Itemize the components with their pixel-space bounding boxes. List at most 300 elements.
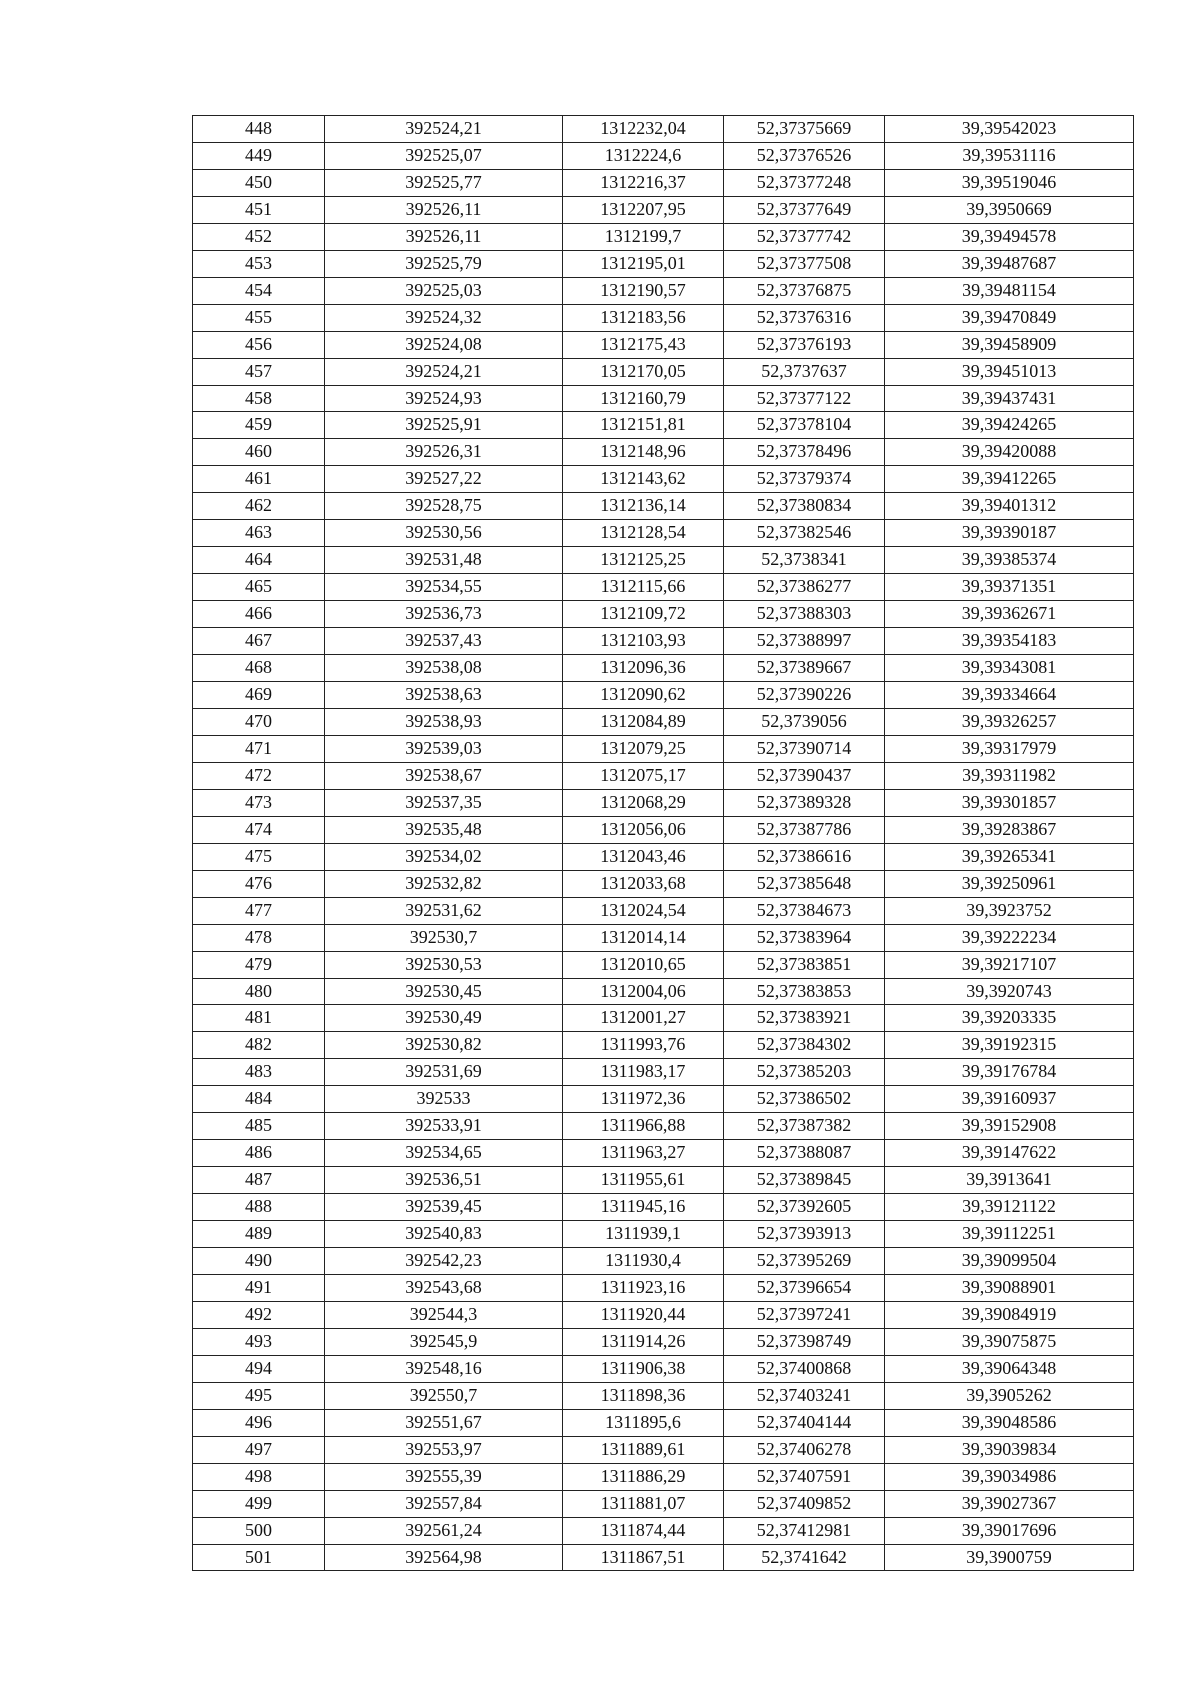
table-row <box>193 493 1134 520</box>
x-coordinate-cell: 392540,83 <box>325 1221 563 1248</box>
point-number-cell: 466 <box>193 601 325 628</box>
table-row <box>193 1167 1134 1194</box>
longitude-cell: 39,39176784 <box>885 1059 1134 1086</box>
x-coordinate-cell: 392536,51 <box>325 1167 563 1194</box>
point-number-cell: 473 <box>193 789 325 816</box>
latitude-cell: 52,37386616 <box>724 843 885 870</box>
y-coordinate-cell: 1312010,65 <box>563 951 724 978</box>
x-coordinate-cell: 392525,07 <box>325 142 563 169</box>
y-coordinate-cell: 1312056,06 <box>563 816 724 843</box>
point-number-cell: 464 <box>193 547 325 574</box>
y-coordinate-cell: 1311886,29 <box>563 1463 724 1490</box>
longitude-cell: 39,39354183 <box>885 628 1134 655</box>
latitude-cell: 52,37395269 <box>724 1248 885 1275</box>
x-coordinate-cell: 392553,97 <box>325 1436 563 1463</box>
table-row <box>193 951 1134 978</box>
longitude-cell: 39,39343081 <box>885 655 1134 682</box>
point-number-cell: 497 <box>193 1436 325 1463</box>
y-coordinate-cell: 1312125,25 <box>563 547 724 574</box>
point-number-cell: 470 <box>193 708 325 735</box>
longitude-cell: 39,39075875 <box>885 1328 1134 1355</box>
y-coordinate-cell: 1311867,51 <box>563 1544 724 1571</box>
latitude-cell: 52,37393913 <box>724 1221 885 1248</box>
y-coordinate-cell: 1312024,54 <box>563 897 724 924</box>
x-coordinate-cell: 392530,82 <box>325 1032 563 1059</box>
table-row <box>193 1517 1134 1544</box>
x-coordinate-cell: 392525,79 <box>325 250 563 277</box>
y-coordinate-cell: 1312115,66 <box>563 574 724 601</box>
table-row <box>193 277 1134 304</box>
point-number-cell: 485 <box>193 1113 325 1140</box>
point-number-cell: 451 <box>193 196 325 223</box>
x-coordinate-cell: 392537,43 <box>325 628 563 655</box>
longitude-cell: 39,39217107 <box>885 951 1134 978</box>
longitude-cell: 39,39326257 <box>885 708 1134 735</box>
x-coordinate-cell: 392536,73 <box>325 601 563 628</box>
latitude-cell: 52,37378496 <box>724 439 885 466</box>
latitude-cell: 52,37390437 <box>724 762 885 789</box>
y-coordinate-cell: 1311895,6 <box>563 1409 724 1436</box>
y-coordinate-cell: 1312195,01 <box>563 250 724 277</box>
latitude-cell: 52,3741642 <box>724 1544 885 1571</box>
latitude-cell: 52,37404144 <box>724 1409 885 1436</box>
table-row <box>193 870 1134 897</box>
latitude-cell: 52,37397241 <box>724 1301 885 1328</box>
table-row <box>193 1086 1134 1113</box>
y-coordinate-cell: 1311923,16 <box>563 1274 724 1301</box>
x-coordinate-cell: 392538,93 <box>325 708 563 735</box>
y-coordinate-cell: 1312004,06 <box>563 978 724 1005</box>
longitude-cell: 39,39362671 <box>885 601 1134 628</box>
x-coordinate-cell: 392550,7 <box>325 1382 563 1409</box>
y-coordinate-cell: 1312109,72 <box>563 601 724 628</box>
latitude-cell: 52,37386277 <box>724 574 885 601</box>
x-coordinate-cell: 392526,11 <box>325 223 563 250</box>
y-coordinate-cell: 1312207,95 <box>563 196 724 223</box>
table-row <box>193 196 1134 223</box>
point-number-cell: 452 <box>193 223 325 250</box>
table-row <box>193 628 1134 655</box>
longitude-cell: 39,39487687 <box>885 250 1134 277</box>
point-number-cell: 454 <box>193 277 325 304</box>
point-number-cell: 490 <box>193 1248 325 1275</box>
x-coordinate-cell: 392533 <box>325 1086 563 1113</box>
x-coordinate-cell: 392530,45 <box>325 978 563 1005</box>
y-coordinate-cell: 1311920,44 <box>563 1301 724 1328</box>
table-row <box>193 304 1134 331</box>
y-coordinate-cell: 1312096,36 <box>563 655 724 682</box>
x-coordinate-cell: 392548,16 <box>325 1355 563 1382</box>
latitude-cell: 52,3737637 <box>724 358 885 385</box>
table-row <box>193 601 1134 628</box>
table-row <box>193 169 1134 196</box>
table-row <box>193 897 1134 924</box>
table-row <box>193 816 1134 843</box>
latitude-cell: 52,37378104 <box>724 412 885 439</box>
x-coordinate-cell: 392524,93 <box>325 385 563 412</box>
x-coordinate-cell: 392555,39 <box>325 1463 563 1490</box>
table-row <box>193 520 1134 547</box>
longitude-cell: 39,39390187 <box>885 520 1134 547</box>
y-coordinate-cell: 1312143,62 <box>563 466 724 493</box>
latitude-cell: 52,37383851 <box>724 951 885 978</box>
y-coordinate-cell: 1311889,61 <box>563 1436 724 1463</box>
y-coordinate-cell: 1311983,17 <box>563 1059 724 1086</box>
longitude-cell: 39,39160937 <box>885 1086 1134 1113</box>
latitude-cell: 52,37377508 <box>724 250 885 277</box>
longitude-cell: 39,39317979 <box>885 735 1134 762</box>
point-number-cell: 476 <box>193 870 325 897</box>
table-row <box>193 924 1134 951</box>
point-number-cell: 455 <box>193 304 325 331</box>
x-coordinate-cell: 392528,75 <box>325 493 563 520</box>
latitude-cell: 52,37377742 <box>724 223 885 250</box>
x-coordinate-cell: 392524,21 <box>325 116 563 143</box>
point-number-cell: 492 <box>193 1301 325 1328</box>
x-coordinate-cell: 392543,68 <box>325 1274 563 1301</box>
x-coordinate-cell: 392524,08 <box>325 331 563 358</box>
latitude-cell: 52,37376316 <box>724 304 885 331</box>
point-number-cell: 453 <box>193 250 325 277</box>
y-coordinate-cell: 1311930,4 <box>563 1248 724 1275</box>
latitude-cell: 52,3739056 <box>724 708 885 735</box>
latitude-cell: 52,37412981 <box>724 1517 885 1544</box>
longitude-cell: 39,39064348 <box>885 1355 1134 1382</box>
longitude-cell: 39,39222234 <box>885 924 1134 951</box>
point-number-cell: 495 <box>193 1382 325 1409</box>
point-number-cell: 486 <box>193 1140 325 1167</box>
point-number-cell: 477 <box>193 897 325 924</box>
longitude-cell: 39,39250961 <box>885 870 1134 897</box>
latitude-cell: 52,37388303 <box>724 601 885 628</box>
latitude-cell: 52,37383853 <box>724 978 885 1005</box>
point-number-cell: 482 <box>193 1032 325 1059</box>
x-coordinate-cell: 392538,63 <box>325 682 563 709</box>
point-number-cell: 463 <box>193 520 325 547</box>
latitude-cell: 52,37376193 <box>724 331 885 358</box>
y-coordinate-cell: 1312001,27 <box>563 1005 724 1032</box>
point-number-cell: 488 <box>193 1194 325 1221</box>
table-row <box>193 142 1134 169</box>
point-number-cell: 459 <box>193 412 325 439</box>
x-coordinate-cell: 392535,48 <box>325 816 563 843</box>
point-number-cell: 480 <box>193 978 325 1005</box>
y-coordinate-cell: 1311906,38 <box>563 1355 724 1382</box>
x-coordinate-cell: 392532,82 <box>325 870 563 897</box>
table-row <box>193 358 1134 385</box>
latitude-cell: 52,37396654 <box>724 1274 885 1301</box>
longitude-cell: 39,39371351 <box>885 574 1134 601</box>
y-coordinate-cell: 1311874,44 <box>563 1517 724 1544</box>
latitude-cell: 52,37383964 <box>724 924 885 951</box>
latitude-cell: 52,37384673 <box>724 897 885 924</box>
latitude-cell: 52,37392605 <box>724 1194 885 1221</box>
longitude-cell: 39,3950669 <box>885 196 1134 223</box>
y-coordinate-cell: 1311898,36 <box>563 1382 724 1409</box>
point-number-cell: 469 <box>193 682 325 709</box>
latitude-cell: 52,37385648 <box>724 870 885 897</box>
x-coordinate-cell: 392533,91 <box>325 1113 563 1140</box>
x-coordinate-cell: 392538,08 <box>325 655 563 682</box>
table-row <box>193 574 1134 601</box>
x-coordinate-cell: 392551,67 <box>325 1409 563 1436</box>
y-coordinate-cell: 1312090,62 <box>563 682 724 709</box>
table-row <box>193 843 1134 870</box>
point-number-cell: 489 <box>193 1221 325 1248</box>
longitude-cell: 39,3900759 <box>885 1544 1134 1571</box>
table-row <box>193 1544 1134 1571</box>
y-coordinate-cell: 1312183,56 <box>563 304 724 331</box>
longitude-cell: 39,39283867 <box>885 816 1134 843</box>
longitude-cell: 39,39099504 <box>885 1248 1134 1275</box>
x-coordinate-cell: 392531,69 <box>325 1059 563 1086</box>
longitude-cell: 39,39084919 <box>885 1301 1134 1328</box>
y-coordinate-cell: 1312075,17 <box>563 762 724 789</box>
point-number-cell: 462 <box>193 493 325 520</box>
latitude-cell: 52,37375669 <box>724 116 885 143</box>
point-number-cell: 481 <box>193 1005 325 1032</box>
x-coordinate-cell: 392531,48 <box>325 547 563 574</box>
x-coordinate-cell: 392527,22 <box>325 466 563 493</box>
longitude-cell: 39,39203335 <box>885 1005 1134 1032</box>
y-coordinate-cell: 1311955,61 <box>563 1167 724 1194</box>
x-coordinate-cell: 392534,02 <box>325 843 563 870</box>
x-coordinate-cell: 392538,67 <box>325 762 563 789</box>
y-coordinate-cell: 1312128,54 <box>563 520 724 547</box>
longitude-cell: 39,39034986 <box>885 1463 1134 1490</box>
table-row <box>193 655 1134 682</box>
table-row <box>193 1140 1134 1167</box>
point-number-cell: 456 <box>193 331 325 358</box>
point-number-cell: 461 <box>193 466 325 493</box>
latitude-cell: 52,37406278 <box>724 1436 885 1463</box>
table-row <box>193 1328 1134 1355</box>
longitude-cell: 39,3923752 <box>885 897 1134 924</box>
point-number-cell: 448 <box>193 116 325 143</box>
latitude-cell: 52,37377248 <box>724 169 885 196</box>
point-number-cell: 460 <box>193 439 325 466</box>
longitude-cell: 39,39424265 <box>885 412 1134 439</box>
table-row <box>193 682 1134 709</box>
x-coordinate-cell: 392530,56 <box>325 520 563 547</box>
y-coordinate-cell: 1311939,1 <box>563 1221 724 1248</box>
x-coordinate-cell: 392561,24 <box>325 1517 563 1544</box>
longitude-cell: 39,39458909 <box>885 331 1134 358</box>
table-row <box>193 1274 1134 1301</box>
point-number-cell: 501 <box>193 1544 325 1571</box>
point-number-cell: 494 <box>193 1355 325 1382</box>
point-number-cell: 498 <box>193 1463 325 1490</box>
x-coordinate-cell: 392524,32 <box>325 304 563 331</box>
x-coordinate-cell: 392539,03 <box>325 735 563 762</box>
latitude-cell: 52,37376526 <box>724 142 885 169</box>
x-coordinate-cell: 392545,9 <box>325 1328 563 1355</box>
table-row <box>193 978 1134 1005</box>
longitude-cell: 39,39311982 <box>885 762 1134 789</box>
longitude-cell: 39,39531116 <box>885 142 1134 169</box>
latitude-cell: 52,37407591 <box>724 1463 885 1490</box>
point-number-cell: 487 <box>193 1167 325 1194</box>
longitude-cell: 39,39112251 <box>885 1221 1134 1248</box>
y-coordinate-cell: 1312170,05 <box>563 358 724 385</box>
latitude-cell: 52,3738341 <box>724 547 885 574</box>
latitude-cell: 52,37387786 <box>724 816 885 843</box>
longitude-cell: 39,3905262 <box>885 1382 1134 1409</box>
longitude-cell: 39,39265341 <box>885 843 1134 870</box>
table-row <box>193 1463 1134 1490</box>
y-coordinate-cell: 1312216,37 <box>563 169 724 196</box>
table-row <box>193 331 1134 358</box>
y-coordinate-cell: 1312103,93 <box>563 628 724 655</box>
table-row <box>193 1032 1134 1059</box>
x-coordinate-cell: 392526,11 <box>325 196 563 223</box>
point-number-cell: 472 <box>193 762 325 789</box>
x-coordinate-cell: 392530,49 <box>325 1005 563 1032</box>
longitude-cell: 39,39152908 <box>885 1113 1134 1140</box>
y-coordinate-cell: 1312232,04 <box>563 116 724 143</box>
latitude-cell: 52,37377122 <box>724 385 885 412</box>
y-coordinate-cell: 1312224,6 <box>563 142 724 169</box>
latitude-cell: 52,37385203 <box>724 1059 885 1086</box>
longitude-cell: 39,39301857 <box>885 789 1134 816</box>
table-row <box>193 1490 1134 1517</box>
x-coordinate-cell: 392542,23 <box>325 1248 563 1275</box>
longitude-cell: 39,39494578 <box>885 223 1134 250</box>
latitude-cell: 52,37382546 <box>724 520 885 547</box>
longitude-cell: 39,39542023 <box>885 116 1134 143</box>
y-coordinate-cell: 1311972,36 <box>563 1086 724 1113</box>
longitude-cell: 39,39039834 <box>885 1436 1134 1463</box>
point-number-cell: 450 <box>193 169 325 196</box>
longitude-cell: 39,39088901 <box>885 1274 1134 1301</box>
latitude-cell: 52,37389328 <box>724 789 885 816</box>
point-number-cell: 496 <box>193 1409 325 1436</box>
point-number-cell: 479 <box>193 951 325 978</box>
table-row <box>193 1194 1134 1221</box>
point-number-cell: 474 <box>193 816 325 843</box>
point-number-cell: 493 <box>193 1328 325 1355</box>
x-coordinate-cell: 392544,3 <box>325 1301 563 1328</box>
latitude-cell: 52,37379374 <box>724 466 885 493</box>
latitude-cell: 52,37384302 <box>724 1032 885 1059</box>
table-row <box>193 439 1134 466</box>
x-coordinate-cell: 392526,31 <box>325 439 563 466</box>
y-coordinate-cell: 1312148,96 <box>563 439 724 466</box>
latitude-cell: 52,37400868 <box>724 1355 885 1382</box>
longitude-cell: 39,3920743 <box>885 978 1134 1005</box>
point-number-cell: 500 <box>193 1517 325 1544</box>
table-row <box>193 735 1134 762</box>
y-coordinate-cell: 1312160,79 <box>563 385 724 412</box>
table-row <box>193 1059 1134 1086</box>
x-coordinate-cell: 392564,98 <box>325 1544 563 1571</box>
y-coordinate-cell: 1311963,27 <box>563 1140 724 1167</box>
y-coordinate-cell: 1312043,46 <box>563 843 724 870</box>
point-number-cell: 478 <box>193 924 325 951</box>
y-coordinate-cell: 1311966,88 <box>563 1113 724 1140</box>
x-coordinate-cell: 392534,65 <box>325 1140 563 1167</box>
point-number-cell: 499 <box>193 1490 325 1517</box>
x-coordinate-cell: 392557,84 <box>325 1490 563 1517</box>
table-row <box>193 466 1134 493</box>
longitude-cell: 39,39437431 <box>885 385 1134 412</box>
latitude-cell: 52,37383921 <box>724 1005 885 1032</box>
x-coordinate-cell: 392539,45 <box>325 1194 563 1221</box>
y-coordinate-cell: 1312175,43 <box>563 331 724 358</box>
y-coordinate-cell: 1311881,07 <box>563 1490 724 1517</box>
longitude-cell: 39,39334664 <box>885 682 1134 709</box>
longitude-cell: 39,39412265 <box>885 466 1134 493</box>
latitude-cell: 52,37403241 <box>724 1382 885 1409</box>
y-coordinate-cell: 1312068,29 <box>563 789 724 816</box>
longitude-cell: 39,39385374 <box>885 547 1134 574</box>
longitude-cell: 39,39451013 <box>885 358 1134 385</box>
table-row <box>193 1355 1134 1382</box>
longitude-cell: 39,39048586 <box>885 1409 1134 1436</box>
table-row <box>193 1248 1134 1275</box>
table-row <box>193 789 1134 816</box>
point-number-cell: 449 <box>193 142 325 169</box>
table-row <box>193 116 1134 143</box>
x-coordinate-cell: 392525,77 <box>325 169 563 196</box>
point-number-cell: 483 <box>193 1059 325 1086</box>
latitude-cell: 52,37409852 <box>724 1490 885 1517</box>
longitude-cell: 39,39470849 <box>885 304 1134 331</box>
point-number-cell: 467 <box>193 628 325 655</box>
point-number-cell: 471 <box>193 735 325 762</box>
longitude-cell: 39,39401312 <box>885 493 1134 520</box>
y-coordinate-cell: 1311945,16 <box>563 1194 724 1221</box>
y-coordinate-cell: 1312151,81 <box>563 412 724 439</box>
coordinates-table-body <box>193 116 1134 1571</box>
point-number-cell: 491 <box>193 1274 325 1301</box>
longitude-cell: 39,39121122 <box>885 1194 1134 1221</box>
longitude-cell: 39,39519046 <box>885 169 1134 196</box>
table-row <box>193 223 1134 250</box>
table-row <box>193 1382 1134 1409</box>
table-row <box>193 762 1134 789</box>
x-coordinate-cell: 392525,91 <box>325 412 563 439</box>
point-number-cell: 458 <box>193 385 325 412</box>
longitude-cell: 39,39481154 <box>885 277 1134 304</box>
longitude-cell: 39,39027367 <box>885 1490 1134 1517</box>
table-row <box>193 1436 1134 1463</box>
y-coordinate-cell: 1311993,76 <box>563 1032 724 1059</box>
point-number-cell: 465 <box>193 574 325 601</box>
y-coordinate-cell: 1312033,68 <box>563 870 724 897</box>
latitude-cell: 52,37387382 <box>724 1113 885 1140</box>
longitude-cell: 39,39192315 <box>885 1032 1134 1059</box>
latitude-cell: 52,37377649 <box>724 196 885 223</box>
point-number-cell: 475 <box>193 843 325 870</box>
latitude-cell: 52,37389667 <box>724 655 885 682</box>
latitude-cell: 52,37389845 <box>724 1167 885 1194</box>
point-number-cell: 457 <box>193 358 325 385</box>
table-row <box>193 412 1134 439</box>
latitude-cell: 52,37386502 <box>724 1086 885 1113</box>
latitude-cell: 52,37380834 <box>724 493 885 520</box>
table-row <box>193 1113 1134 1140</box>
coordinates-table <box>192 115 1134 1571</box>
latitude-cell: 52,37390226 <box>724 682 885 709</box>
table-row <box>193 1005 1134 1032</box>
longitude-cell: 39,39420088 <box>885 439 1134 466</box>
y-coordinate-cell: 1312079,25 <box>563 735 724 762</box>
point-number-cell: 468 <box>193 655 325 682</box>
point-number-cell: 484 <box>193 1086 325 1113</box>
table-row <box>193 1221 1134 1248</box>
x-coordinate-cell: 392525,03 <box>325 277 563 304</box>
